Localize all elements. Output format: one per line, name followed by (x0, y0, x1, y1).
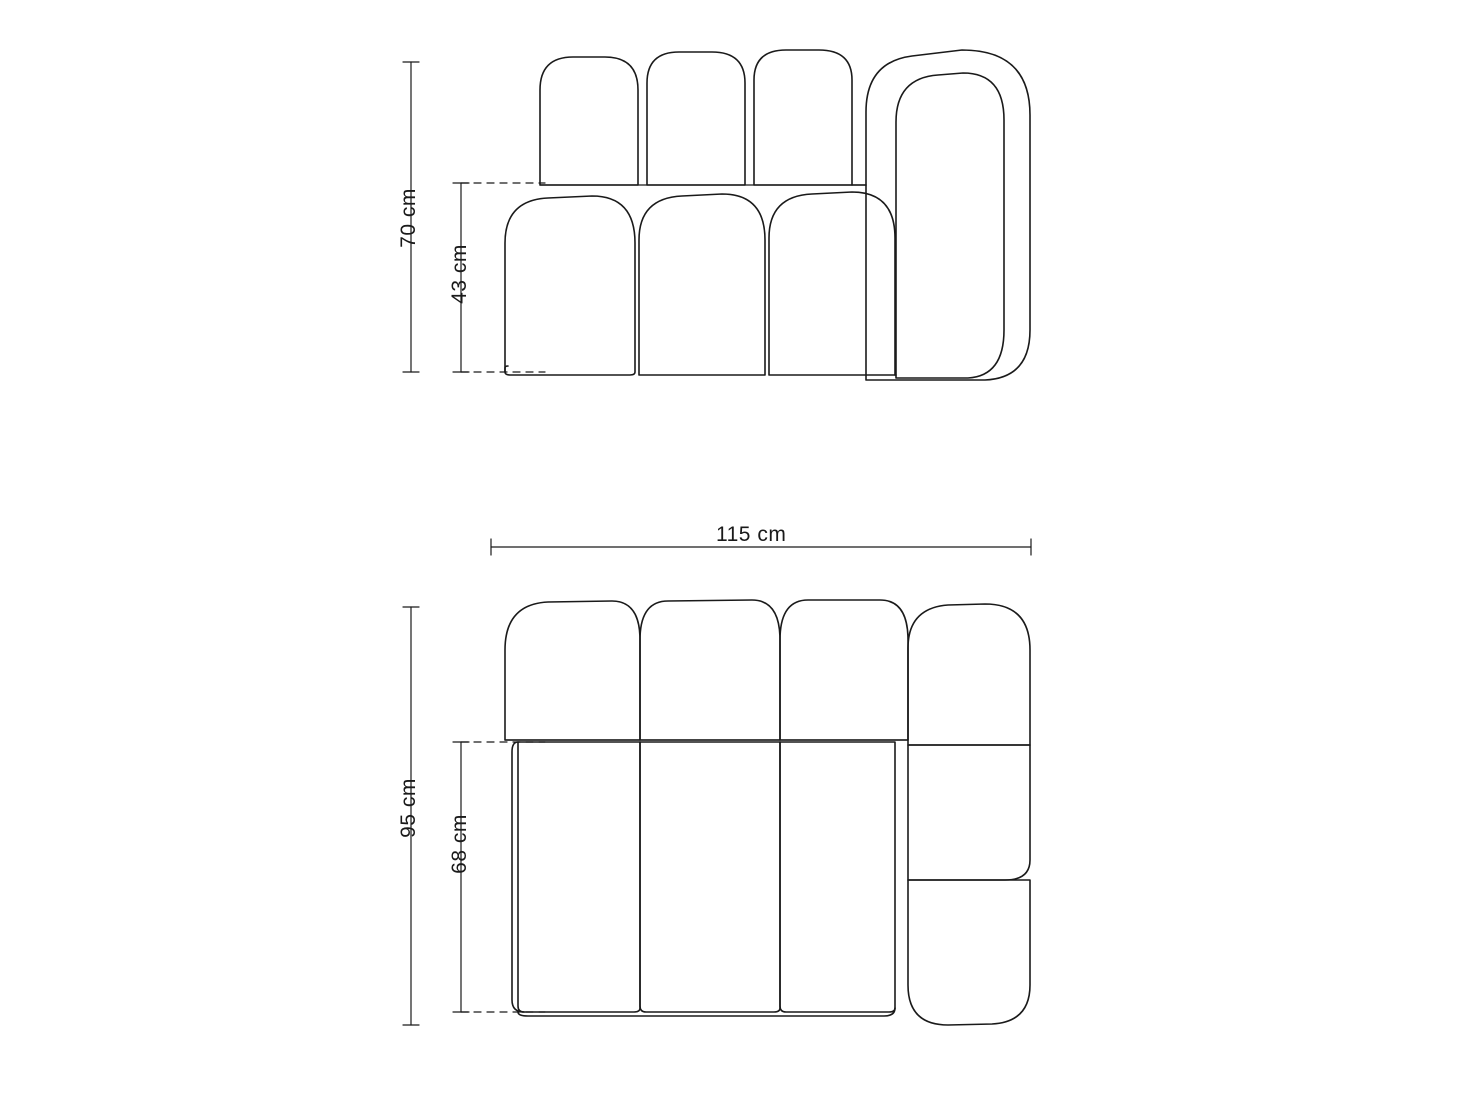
dimension-label-depth-68: 68 cm (448, 814, 471, 874)
dimension-label-width-115: 115 cm (716, 523, 787, 546)
dimension-label-height-70: 70 cm (397, 188, 420, 248)
front-view-geometry (505, 50, 1030, 380)
dimension-label-depth-95: 95 cm (397, 778, 420, 838)
top-view-geometry (505, 600, 1030, 1025)
dimension-label-height-43: 43 cm (448, 244, 471, 304)
